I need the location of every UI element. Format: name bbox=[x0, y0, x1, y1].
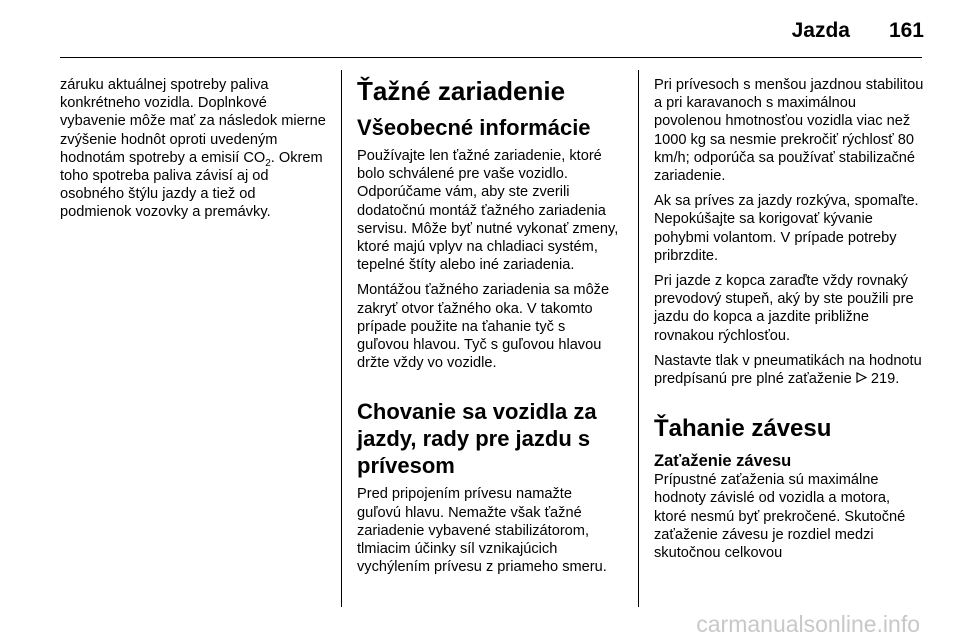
section-title-towing: Ťažné zariadenie bbox=[357, 76, 566, 106]
section-title-towing-load: Ťahanie závesu bbox=[654, 415, 832, 443]
column-3 bbox=[654, 76, 924, 569]
page-reference-link[interactable]: 219. bbox=[870, 371, 900, 388]
paragraph-downhill: Pri jazde z kopca zaraďte vždy rovnaký prevodový stupeň, aký by ste použili pre jazdu do kopca a jazdite približne rovnakou rýchlosťou. bbox=[654, 273, 914, 344]
heading-trailer-load: Zaťaženie závesu bbox=[654, 452, 792, 471]
paragraph-swaying: Ak sa príves za jazdy rozkýva, spomaľte. Nepokúšajte sa korigovať kývanie pohybmi volantom. V prípade potreby pribrzdite. bbox=[654, 193, 919, 264]
paragraph-fuel-consumption: záruku aktuálnej spotreby paliva konkrétneho vozidla. Doplnkové vybavenie môže mať za následok mierne zvýšenie hodnôt oproti uvedeným hodnotám spotreby a emisií $CO_2$. Okrem toho spotreba paliva závisí aj od osobného štýlu jazdy a tiež od podmienok vozovky a premávky. bbox=[60, 77, 326, 221]
watermark: carmanualsonline.info bbox=[696, 611, 920, 637]
paragraph-permissible-loads: Prípustné zaťaženia sú maximálne hodnoty závislé od vozidla a motora, ktoré nesmú byť prekročené. Skutočné zaťaženie závesu je rozdiel medzi skutočnou celkovou bbox=[654, 472, 906, 562]
paragraph-tyre-pressure: Nastavte tlak v pneumatikách na hodnotu predpísanú pre plné zaťaženie 219. bbox=[654, 352, 922, 388]
page-reference-arrow-icon bbox=[856, 370, 867, 388]
heading-general-info: Všeobecné informácie bbox=[357, 115, 591, 140]
heading-driving-behaviour: Chovanie sa vozidla za jazdy, rady pre jazdu s prívesom bbox=[357, 399, 597, 479]
running-header-title: Jazda bbox=[791, 19, 850, 42]
column-divider-1 bbox=[341, 70, 342, 607]
page-number: 161 bbox=[888, 19, 924, 42]
column-divider-2 bbox=[638, 70, 639, 607]
paragraph-towbar-usage: Používajte len ťažné zariadenie, ktoré bolo schválené pre vaše vozidlo. Odporúčame vám, aby ste zverili dodatočnú montáž ťažného zariadenia servisu. Môže byť nutné vykonať zmeny, ktoré majú vplyv na chladiaci systém, tepelné štíty alebo iné zariadenia. bbox=[357, 148, 619, 274]
paragraph-grease-ball: Pred pripojením prívesu namažte guľovú hlavu. Nemažte však ťažné zariadenie vybavené stabilizátorom, tlmiacim účinky síl vznikajúcich vychýlením prívesu z priameho smeru. bbox=[357, 486, 607, 576]
paragraph-towbar-mounting: Montážou ťažného zariadenia sa môže zakryť otvor ťažného oka. V takomto prípade použite na ťahanie tyč s guľovou hlavou. Tyč s guľovou hlavou držte vždy vo vozidle. bbox=[357, 282, 610, 372]
header-rule bbox=[60, 57, 922, 58]
column-1 bbox=[60, 76, 328, 229]
paragraph-speed-limit: Pri prívesoch s menšou jazdnou stabilitou a pri karavanoch s maximálnou povolenou hmotnosťou vozidla viac než 1000 kg sa nesmie prekročiť rýchlosť 80 km/h; odporúča sa používať stabilizačné zariadenie. bbox=[654, 77, 924, 185]
column-2 bbox=[357, 76, 619, 583]
co2-subscript: 2 bbox=[265, 157, 271, 169]
